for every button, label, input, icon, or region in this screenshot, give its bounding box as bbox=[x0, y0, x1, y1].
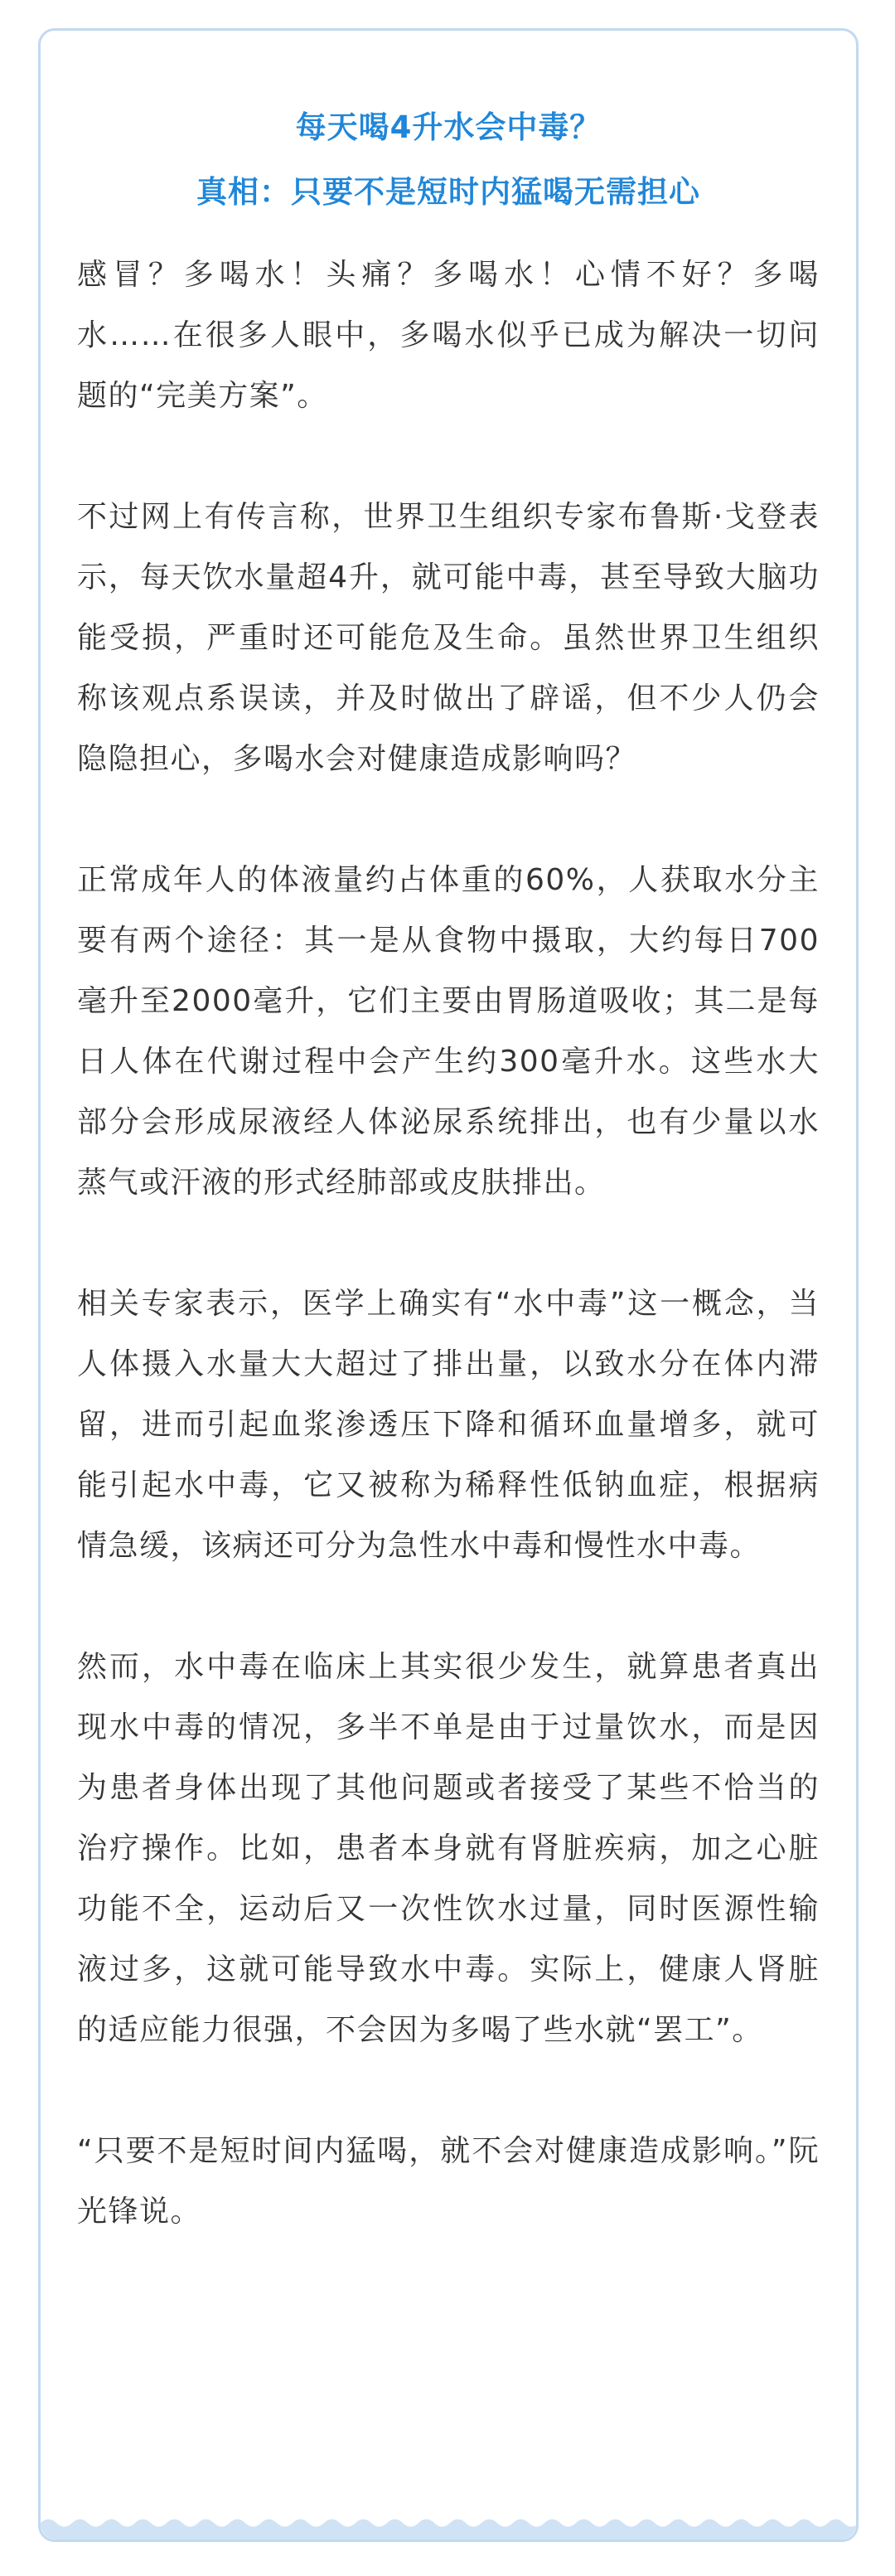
wave-icon bbox=[41, 2498, 856, 2540]
headline-line-1: 每天喝4升水会中毒？ bbox=[295, 109, 602, 145]
paragraph-4: 相关专家表示，医学上确实有“水中毒”这一概念，当人体摄入水量大大超过了排出量，以致水分在体内滞留，进而引起血浆渗透压下降和循环血量增多，就可能引起水中毒，它又被称为稀释性低钠血症，根据病情急缓，该病还可分为急性水中毒和慢性水中毒。 bbox=[77, 1287, 820, 1563]
article-headline bbox=[41, 95, 856, 225]
article-body bbox=[77, 245, 820, 2302]
paragraph-5: 然而，水中毒在临床上其实很少发生，就算患者真出现水中毒的情况，多半不单是由于过量饮水，而是因为患者身体出现了其他问题或者接受了某些不恰当的治疗操作。比如，患者本身就有肾脏疾病，加之心脏功能不全，运动后又一次性饮水过量，同时医源性输液过多，这就可能导致水中毒。实际上，健康人肾脏的适应能力很强，不会因为多喝了些水就“罢工”。 bbox=[77, 1650, 820, 2047]
paragraph-2: 不过网上有传言称，世界卫生组织专家布鲁斯·戈登表示，每天饮水量超4升，就可能中毒，甚至导致大脑功能受损，严重时还可能危及生命。虽然世界卫生组织称该观点系误读，并及时做出了辟谣，但不少人仍会隐隐担心，多喝水会对健康造成影响吗？ bbox=[77, 500, 820, 776]
paragraph-1: 感冒？多喝水！头痛？多喝水！心情不好？多喝水……在很多人眼中，多喝水似乎已成为解决一切问题的“完美方案”。 bbox=[77, 258, 820, 413]
wave-decoration bbox=[41, 2498, 856, 2540]
paragraph-3: 正常成年人的体液量约占体重的60%，人获取水分主要有两个途径：其一是从食物中摄取，大约每日700毫升至2000毫升，它们主要由胃肠道吸收；其二是每日人体在代谢过程中会产生约300毫升水。这些水大部分会形成尿液经人体泌尿系统排出，也有少量以水蒸气或汗液的形式经肺部或皮肤排出。 bbox=[77, 863, 820, 1200]
paragraph-6: “只要不是短时间内猛喝，就不会对健康造成影响。”阮光锋说。 bbox=[77, 2134, 820, 2229]
article-card bbox=[38, 28, 859, 2542]
headline-line-2: 真相：只要不是短时内猛喝无需担心 bbox=[196, 174, 700, 210]
